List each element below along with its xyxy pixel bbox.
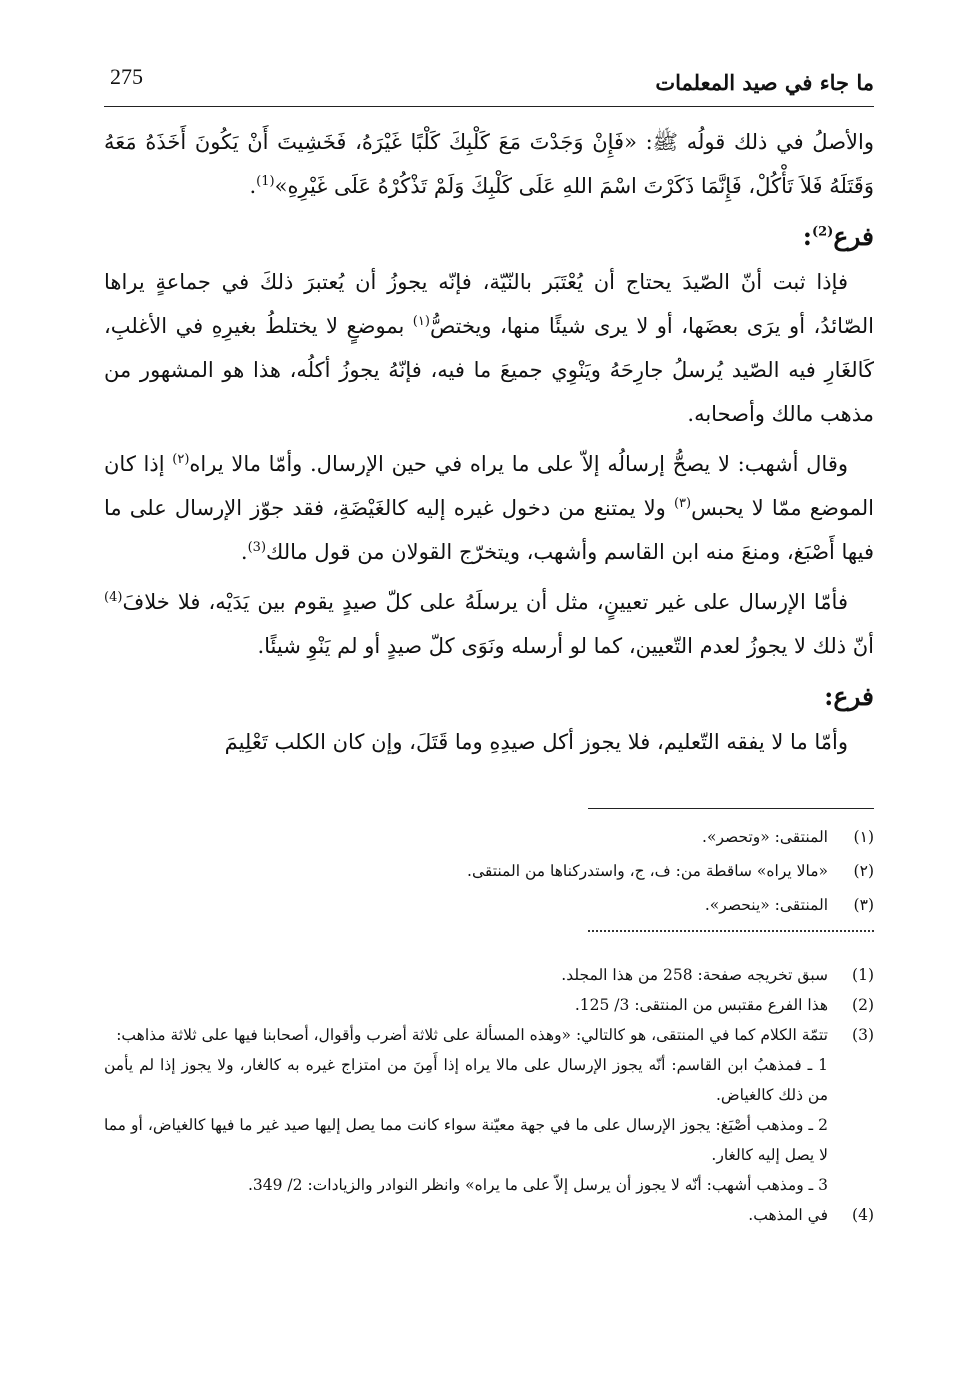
- footnote-continuation: 1 ـ فمذهبُ ابن القاسم: أنّه يجوز الإرسال على مالا يراه إذا أَمِنَ من امتزاج غيره به كالغار، ولا يجوز إذا لم يأمن من ذلك كالغياض.: [104, 1056, 828, 1104]
- footnote: (1) سبق تخريجه صفحة: 258 من هذا المجلد.: [561, 966, 874, 984]
- page-number: 275: [110, 64, 143, 89]
- footnote-rule: [588, 808, 874, 809]
- running-title: ما جاء في صيد المعلمات: [655, 70, 874, 95]
- footnote-ref: (1): [256, 174, 275, 189]
- footnote-ref: (٢): [172, 452, 190, 467]
- footnote: (١) المنتقى: «وتحصر».: [702, 828, 874, 846]
- footnote-continuation: 2 ـ ومذهب أصْبَغ: يجوز الإرسال على ما في جهة معيّنة سواء كانت مما يصل إليها صيد غير ما فيها كالغياض، أو مما لا يصل إليه كالغار.: [104, 1116, 828, 1164]
- footnote: (3) تتمّة الكلام كما في المنتقى، هو كالتالي: «وهذه المسألة على ثلاثة أضرب وأقوال، أصحابنا فيها على ثلاثة مذاهب:: [116, 1026, 874, 1044]
- footnote-ref: (١): [412, 314, 430, 329]
- footnote: (٣) المنتقى: «ينحصر».: [704, 896, 874, 914]
- paragraph-5: وأمّا ما لا يفقه التّعليم، فلا يجوز أكل صيدِهِ وما قَتَلَ، وإن كان الكلب تَعْلِيمَ: [224, 730, 848, 754]
- footnote-ref: (3): [247, 540, 267, 555]
- footnote-ref: (٣): [673, 496, 692, 511]
- footnote-separator-dotted: [588, 930, 874, 932]
- footnote-ref: (4): [104, 590, 123, 605]
- footnote: (٢) «مالا يراه» ساقطة من: ف، ج، واستدركناها من المنتقى.: [467, 862, 874, 880]
- paragraph-4: فأمّا الإرسال على غير تعيينٍ، مثل أن يرسلَهُ على كلّ صيدٍ يقوم بين يَدَيْه، فلا خلافَ$^{(4)}$ أنّ ذلك لا يجوزُ لعدم التّعيين، كما لو أرسله ونَوَى كلّ صيدٍ أو لم يَنْوِ شيئًا.: [104, 590, 874, 658]
- paragraph-3: وقال أشهب: لا يصحُّ إرسالُه إلاّ على ما يراه في حين الإرسال. وأمّا مالا يراه$^{(٢)}$ إذا كان الموضع ممّا لا يحبس$^{(٣)}$ ولا يمتنع من دخول غيره إليه كالغَيْضَةِ، فقد جوّز الإرسال على ما فيها أَصْبَغ، ومنعَ منه ابن القاسم وأشهب، ويتخرّج القولان من قول مالك$^{(3)}$.: [104, 452, 875, 564]
- footnote-ref: (2): [811, 224, 834, 240]
- paragraph-1: والأصلُ في ذلك قولُه ﷺ: «فَإِنْ وَجَدْتَ مَعَ كَلْبِكَ كَلْبًا غَيْرَهُ، فَخَشِيتَ أَنْ يَكُونَ أَخَذَهُ مَعَهُ وَقَتَلَهُ فَلاَ تَأْكُلْ، فَإِنَّمَا ذَكَرْتَ اسْمَ اللهِ عَلَى كَلْبِكَ وَلَمْ تَذْكُرْهُ عَلَى غَيْرِهِ»$^{(1)}$.: [104, 130, 874, 198]
- section-heading-2: فرع:: [824, 682, 874, 711]
- main-text: [104, 120, 874, 770]
- footnote: (2) هذا الفرع مقتبس من المنتقى: 3/ 125.: [574, 996, 874, 1014]
- manuscript-footnotes: [104, 820, 874, 922]
- section-heading-1: فرع$^{(2)}$:: [802, 222, 874, 251]
- paragraph-2: فإذا ثبت أنّ الصّيدَ يحتاج أن يُعْتَبَر بالنّيّة، فإنّه يجوزُ أن يُعتبرَ ذلكَ في جماعةٍ يراها الصّائدُ، أو يرَى بعضَها، أو لا يرى شيئًا منها، ويختصُّ$^{(١)}$ بموضعٍ لا يختلطُ بغيرِهِ في الأغلبِ، كَالغَارِ فيه الصّيد يُرسلُ جارِحَهُ ويَنْوِي جميعَ ما فيه، فإنّهُ يجوزُ أكلُه، هذا هو المشهور من مذهب مالك وأصحابه.: [104, 270, 874, 426]
- footnote-continuation: 3 ـ ومذهب أشهب: أنّه لا يجوز أن يرسل إلاّ على ما يراه» وانظر النوادر والزيادات: 2/ 349.: [247, 1176, 828, 1194]
- footnote: (4) في المذهب.: [748, 1206, 874, 1224]
- page-header: [104, 58, 874, 107]
- editor-footnotes: [104, 960, 874, 1230]
